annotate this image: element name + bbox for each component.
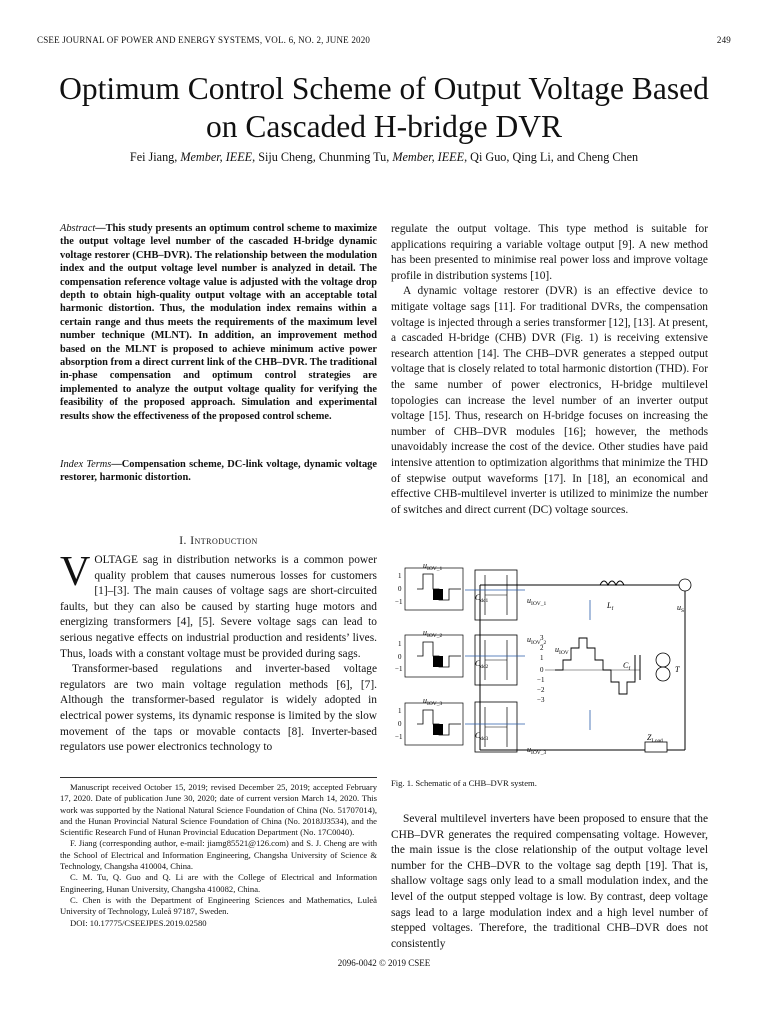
label-cf: $C_f$	[623, 661, 631, 672]
label-u-iov3: $u_{IOV\_3}$	[423, 696, 443, 707]
footnote-affiliation-2: C. M. Tu, Q. Guo and Q. Li are with the College of Electrical and Information Engineering, Hunan University, Changsha 410082, China.	[60, 872, 377, 894]
label-u-iov: $u_{IOV}$	[555, 645, 569, 656]
tick-m1-box2: −1	[395, 665, 403, 673]
transformer-coil-2	[656, 667, 670, 681]
running-head	[37, 35, 731, 45]
tick-0-box1: 0	[398, 585, 402, 593]
tick-p1: 1	[540, 654, 544, 662]
footnote-rule	[60, 777, 377, 778]
waveform-box-3	[405, 703, 463, 745]
right-paragraph-2: A dynamic voltage restorer (DVR) is an effective device to mitigate voltage sags [11]. For traditional DVRs, the compensation voltage is injected through a series transformer [12], [13]. At present, a cascaded H-bridge (CHB) DVR (Fig. 1) is receiving extensive research attention [14]. The CHB–DVR generates a stepped output voltage that is closely related to total harmonic distortion (THD). For the same number of power electronics, H-bridge multilevel topologies can increase the level number of an inverter output voltage [15]. Thus, research on H-bridge focuses on increasing the number of CHB–DVR modules [16]; however, the methods unavoidably increase the cost of the device. Other studies have paid intensive attention to optimization algorithms that minimize the THD of stepwise output waveforms [17]. In [18], an economical and effective CHB-multilevel inverter is utilized to minimize the number of switches and direct current (DC) voltage sources.	[391, 285, 708, 516]
right-paragraph-3: Several multilevel inverters have been proposed to ensure that the CHB–DVR generates the required compensating voltage. However, the main issue is the close relationship of the output voltage level number for the CHB–DVR to the voltage sag depth [19]. That is, shallow voltage sags only lead to a small modulation index, and the level of the output stepped voltage is low. By contrast, deep voltage sags lead to a large modulation index and a high level number of stepped voltages. Therefore, the traditional CHB–DVR does not consistently	[391, 813, 708, 950]
intro-p1-text: OLTAGE sag in distribution networks is a common power quality problem that causes numerous losses for customers [1]–[3]. The main causes of voltage sags are short-circuited faults, but they can also be caused by starting huge motors and energizing transformers [4], [5]. Severe voltage sags can lead to serious negative effects on industrial production and residents’ lives. Thus, loads with a constant voltage must be provided during sags.	[60, 554, 377, 660]
label-zload: $Z_{Load}$	[647, 733, 663, 744]
label-us: $u_S$	[677, 603, 685, 614]
right-paragraph-1: regulate the output voltage. This type method is suitable for applications requiring a variable voltage output [9]. A new method has been presented to minimise real power loss and improve voltage profile in distribution systems [10].	[391, 223, 708, 282]
tick-1-box1: 1	[398, 572, 402, 580]
intro-text	[60, 549, 377, 756]
label-u-iov2: $u_{IOV\_2}$	[423, 628, 443, 639]
label-u-iov1-out: $u_{IOV\_1}$	[527, 596, 547, 607]
tick-p2: 2	[540, 644, 544, 652]
title-line-2: on Cascaded H-bridge DVR	[205, 109, 563, 144]
tick-m3: −3	[537, 696, 545, 704]
footnote-manuscript: Manuscript received October 15, 2019; revised December 25, 2019; accepted February 17, 2020. Date of publication June 30, 2020; date of current version March 14, 2020. This work was supported by the National Natural Science Foundation of China (No. 51707014), and the Hunan Provincial Natural Science Foundation of China (No. 2018JJ3534), and the Scientific Research Fund of Hunan Provincial Education Department (No. 17C0040).	[60, 782, 377, 838]
label-cdc1: $C_{dc1}$	[475, 593, 489, 604]
drop-cap: V	[60, 549, 91, 595]
footnote-affiliation-3: C. Chen is with the Department of Engineering Sciences and Mathematics, Luleå University of Technology, Luleå 97187, Sweden.	[60, 894, 377, 917]
label-cdc2: $C_{dc2}$	[475, 659, 489, 670]
inductor-lf	[600, 581, 624, 585]
journal-name: CSEE JOURNAL OF POWER AND ENERGY SYSTEMS, VOL. 6, NO. 2, JUNE 2020	[37, 35, 371, 45]
tick-m1-box1: −1	[395, 598, 403, 606]
label-u-iov1: $u_{IOV\_1}$	[423, 561, 443, 572]
abstract-text: —This study presents an optimum control scheme to maximize the output voltage level number of the cascaded H-bridge dynamic voltage restorer (CHB–DVR). The relationship between the modulation index and the output voltage level number is analyzed in detail. The compensation reference voltage value is adjusted with the voltage drop depth to obtain high-quality output voltage with an acceptable total harmonic distortion. Thus, the modulation index remains within a certain range and thus meets the requirements of the maximum level number technique (MLNT). In addition, an improvement method based on the MLNT is proposed to achieve minimum active power absorption from a direct current link of the CHB–DVR. The traditional in-phase compensation and optimum control strategies are implemented to analyze the output voltage quality for verifying the feasibility of the proposed approach. Simulation and experimental results show the effectiveness of the proposed control scheme.	[60, 223, 378, 422]
footnote-affiliation-1: F. Jiang (corresponding author, e-mail: jiamg85521@126.com) and S. J. Cheng are with the School of Electrical and Information Engineering, Changsha University of Science & Technology, Changsha 410004, China.	[60, 838, 377, 872]
source-us	[679, 579, 691, 591]
schematic-svg	[395, 560, 707, 770]
title-line-1: Optimum Control Scheme of Output Voltage Based	[59, 71, 709, 106]
tick-0-box3: 0	[398, 720, 402, 728]
tick-m1-box3: −1	[395, 733, 403, 741]
abstract	[60, 222, 377, 423]
figure-caption: Fig. 1. Schematic of a CHB–DVR system.	[391, 778, 537, 788]
h-bridge-module-2	[475, 635, 517, 685]
page-number: 249	[716, 35, 731, 45]
author-segment: Fei Jiang,	[129, 150, 181, 164]
footnote-doi: DOI: 10.17775/CSEEJPES.2019.02580	[70, 917, 207, 928]
abstract-label: Abstract	[60, 223, 96, 234]
author-segment: , Qi Guo, Qing Li, and Cheng Chen	[464, 150, 639, 164]
index-terms	[60, 458, 377, 485]
section-number: I.	[179, 535, 187, 547]
page-footer: 2096-0042 © 2019 CSEE	[337, 958, 431, 968]
author-membership: Member, IEEE	[392, 150, 465, 164]
author-list	[20, 150, 748, 165]
label-t: T	[675, 665, 680, 674]
label-lf: $L_f$	[607, 601, 614, 612]
waveform-box-2	[405, 635, 463, 677]
waveform-box-1	[405, 568, 463, 610]
label-u-iov3-out: $u_{IOV\_3}$	[527, 745, 547, 756]
paper-title	[20, 70, 748, 146]
tick-1-box3: 1	[398, 707, 402, 715]
index-terms-label: Index Terms	[60, 459, 112, 470]
author-segment: , Siju Cheng, Chunming Tu,	[252, 150, 393, 164]
right-column-bottom	[391, 812, 708, 952]
index-terms-text: —Compensation scheme, DC-link voltage, dynamic voltage restorer, harmonic distortion.	[60, 459, 377, 484]
figure-schematic	[395, 560, 707, 770]
intro-paragraph-1	[60, 549, 377, 662]
tick-1-box2: 1	[398, 640, 402, 648]
tick-0-box2: 0	[398, 653, 402, 661]
section-title: Introduction	[190, 535, 258, 547]
tick-p3: 3	[540, 634, 544, 642]
h-bridge-module-1	[475, 570, 517, 620]
label-cdc3: $C_{dc3}$	[475, 731, 489, 742]
label-u-iov2-out: $u_{IOV\_2}$	[527, 635, 547, 646]
h-bridge-module-3	[475, 702, 517, 752]
right-column-top	[391, 222, 708, 518]
tick-m2: −2	[537, 686, 545, 694]
author-membership: Member, IEEE	[180, 150, 253, 164]
section-heading	[60, 535, 377, 547]
intro-paragraph-2: Transformer-based regulations and inverter-based voltage regulators are two main voltage regulation methods [6], [7]. Although the transformer-based regulator is widely adopted in electrical power systems, its dynamic response is limited by the slow movement of the taps or movable contacts [8]. Inverter-based regulators use power electronics technology to	[60, 663, 377, 754]
footnotes	[60, 777, 377, 929]
tick-0: 0	[540, 666, 544, 674]
transformer-coil-1	[656, 653, 670, 667]
tick-m1: −1	[537, 676, 545, 684]
